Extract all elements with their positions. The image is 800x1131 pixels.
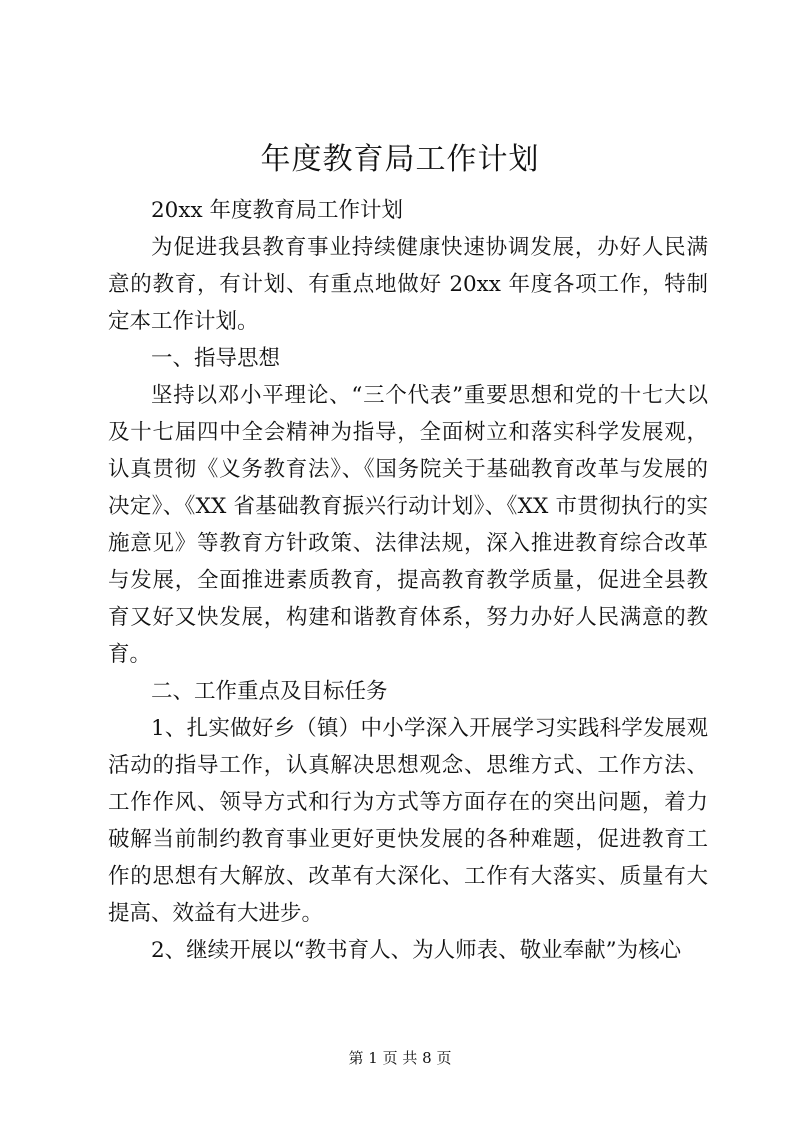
paragraph: 2、继续开展以“教书育人、为人师表、敬业奉献”为核心 [151, 938, 682, 963]
paragraph: 20xx 年度教育局工作计划 [151, 198, 403, 223]
document-title: 年度教育局工作计划 [260, 142, 540, 177]
page-footer: 第 1 页 共 8 页 [348, 1049, 452, 1067]
paragraph: 为促进我县教育事业持续健康快速协调发展，办好人民满意的教育，有计划、有重点地做好 20xx 年度各项工作，特制定本工作计划。 [108, 235, 708, 334]
paragraph: 坚持以邓小平理论、“三个代表”重要思想和党的十七大以及十七届四中全会精神为指导，全面树立和落实科学发展观，认真贯彻《义务教育法》、《国务院关于基础教育改革与发展的决定》、《XX 省基础教育振兴行动计划》、《XX 市贯彻执行的实施意见》等教育方针政策、法律法规，深入推进教育综合改革与发展，全面推进素质教育，提高教育教学质量，促进全县教育又好又快发展，构建和谐教育体系，努力办好人民满意的教育。 [108, 383, 708, 667]
section-heading: 一、指导思想 [151, 346, 281, 371]
document-body [108, 192, 708, 969]
paragraph: 1、扎实做好乡（镇）中小学深入开展学习实践科学发展观活动的指导工作，认真解决思想观念、思维方式、工作方法、工作作风、领导方式和行为方式等方面存在的突出问题，着力破解当前制约教育事业更好更快发展的各种难题，促进教育工作的思想有大解放、改革有大深化、工作有大落实、质量有大提高、效益有大进步。 [108, 716, 708, 926]
section-heading: 二、工作重点及目标任务 [151, 679, 388, 704]
